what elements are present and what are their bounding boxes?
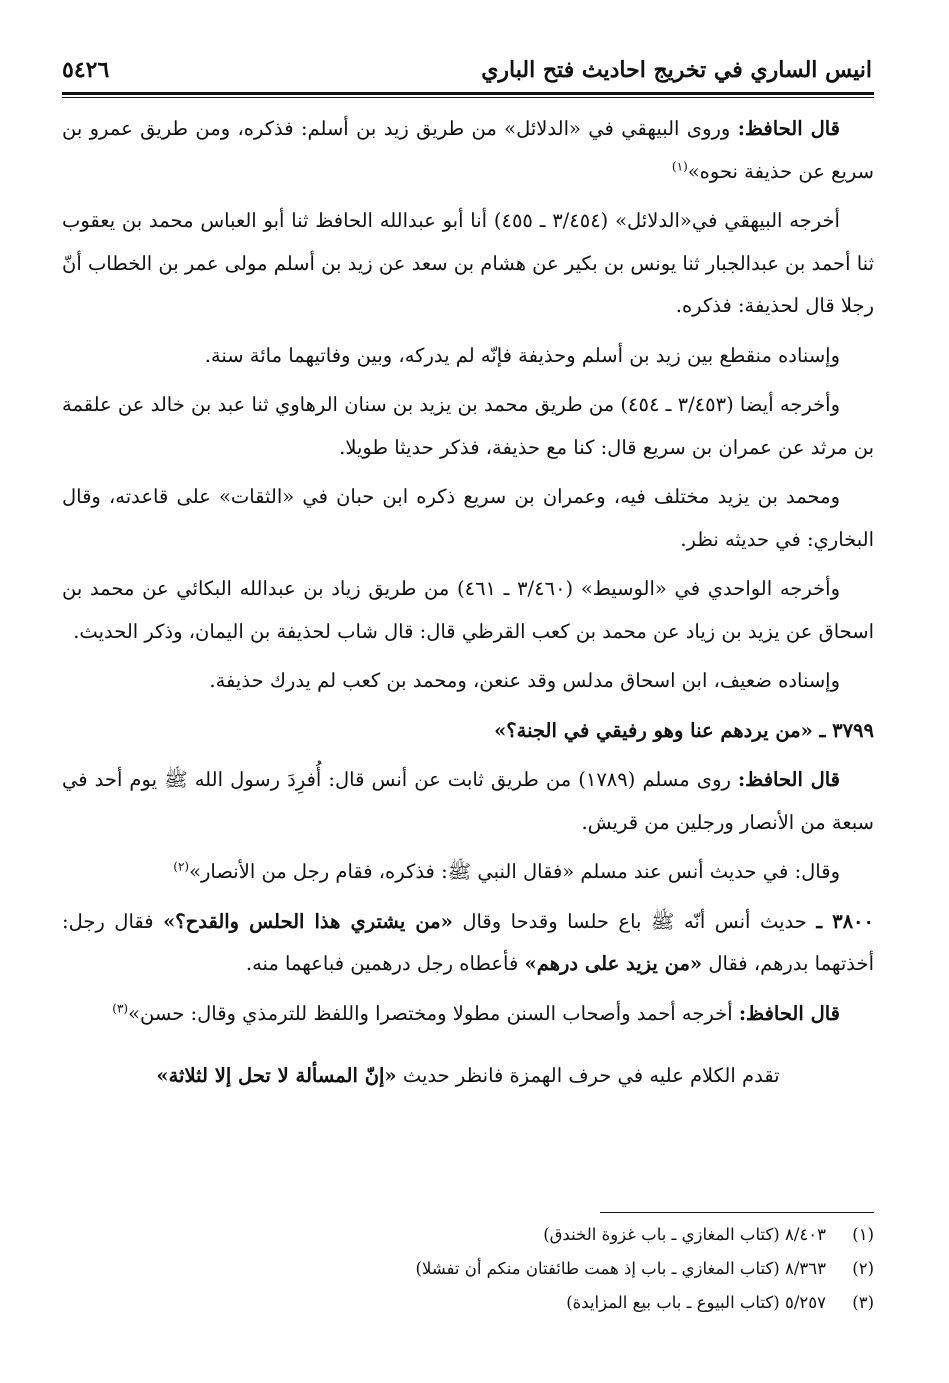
- running-header: [62, 52, 872, 88]
- speaker-label: قال الحافظ:: [737, 768, 840, 791]
- header-rule: [62, 92, 874, 95]
- hadith-3799-heading: ٣٧٩٩ ـ «من يردهم عنا وهو رفيقي في الجنة؟»: [494, 718, 874, 742]
- hadith-3800: [62, 901, 874, 986]
- hadith-quote: «من يزيد على درهم»: [524, 952, 703, 975]
- paragraph-5: ومحمد بن يزيد مختلف فيه، وعمران بن سريع ذكره ابن حبان في «الثقات» على قاعدته، وقال البخاري: في حديثه نظر.: [62, 485, 874, 551]
- paragraph-text: أخرجه أحمد وأصحاب السنن مطولا ومختصرا واللفظ للترمذي وقال: حسن»: [128, 1001, 733, 1025]
- closing-quote: «إنّ المسألة لا تحل إلا لثلاثة»: [156, 1064, 397, 1087]
- footnote-text: ٨/٤٠٣ (كتاب المغازي ـ باب غزوة الخندق): [543, 1225, 826, 1244]
- speaker-label: قال الحافظ:: [737, 117, 841, 140]
- page-body: [62, 108, 874, 1105]
- closing-text: تقدم الكلام عليه في حرف الهمزة فانظر حديث: [402, 1064, 780, 1087]
- paragraph-2: أخرجه البيهقي في«الدلائل» (٣/٤٥٤ ـ ٤٥٥) أنا أبو عبدالله الحافظ ثنا أبو العباس محمد بن يعقوب ثنا أحمد بن عبدالجبار ثنا يونس بن بكير عن هشام بن سعد عن زيد بن أسلم مولى عمر بن الخطاب أنّ رجلا قال لحذيفة: فذكره.: [62, 209, 874, 317]
- footnote-number: (٣): [852, 1293, 874, 1312]
- footnote-ref: (١): [671, 159, 688, 173]
- hadith-3799-paragraph-1: [62, 759, 874, 844]
- hadith-text: فأعطاه رجل درهمين فباعهما منه.: [245, 952, 519, 975]
- closing-line: [62, 1055, 874, 1098]
- hadith-quote: «من يشتري هذا الحلس والقدح؟»: [163, 909, 453, 933]
- hadith-3800-paragraph: [62, 993, 874, 1036]
- paragraph-7: وإسناده ضعيف، ابن اسحاق مدلس وقد عنعن، ومحمد بن كعب لم يدرك حذيفة.: [209, 669, 840, 692]
- footnote-2: [62, 1252, 874, 1286]
- footnote-ref: (٣): [112, 1001, 129, 1015]
- paragraph-3: وإسناده منقطع بين زيد بن أسلم وحذيفة فإنّه لم يدركه، وبين وفاتيهما مائة سنة.: [204, 343, 840, 367]
- hadith-text: حديث أنس أنّه ﷺ باع حلسا وقدحا وقال: [462, 909, 807, 933]
- footnote-number: (٢): [852, 1259, 874, 1278]
- paragraph-text: وقال: في حديث أنس عند مسلم «فقال النبي ﷺ: فذكره، فقام رجل من الأنصار»: [189, 860, 840, 883]
- book-title: انيس الساري في تخريج احاديث فتح الباري: [481, 57, 872, 83]
- speaker-label: قال الحافظ:: [738, 1001, 840, 1025]
- footnote-1: [62, 1218, 874, 1252]
- hadith-3799-paragraph-2: [62, 851, 874, 894]
- footnotes: [62, 1218, 874, 1320]
- paragraph-6: وأخرجه الواحدي في «الوسيط» (٣/٤٦٠ ـ ٤٦١) من طريق زياد بن عبدالله البكائي عن محمد بن اسحاق عن يزيد بن زياد عن محمد بن كعب القرظي قال: قال شاب لحذيفة بن اليمان، وذكر الحديث.: [62, 577, 874, 643]
- footnote-text: ٨/٣٦٣ (كتاب المغازي ـ باب إذ همت طائفتان منكم أن تفشلا): [415, 1259, 826, 1278]
- footnote-rule: [600, 1212, 874, 1213]
- paragraph-1: [62, 108, 874, 193]
- paragraph-text: وروى البيهقي في «الدلائل» من طريق زيد بن أسلم: فذكره، ومن طريق عمرو بن سريع عن حذيفة نحوه»: [62, 117, 874, 183]
- page-number: ٥٤٢٦: [62, 57, 110, 83]
- paragraph-4: وأخرجه أيضا (٣/٤٥٣ ـ ٤٥٤) من طريق محمد بن يزيد بن سنان الرهاوي ثنا عبد بن خالد عن علقمة بن مرثد عن عمران بن سريع قال: كنا مع حذيفة، فذكر حديثا طويلا.: [62, 393, 874, 459]
- hadith-number: ٣٨٠٠ ـ: [816, 909, 875, 933]
- paragraph-text: روى مسلم (١٧٨٩) من طريق ثابت عن أنس قال: أُفرِدَ رسول الله ﷺ يوم أحد في سبعة من الأنصار ورجلين من قريش.: [62, 768, 874, 834]
- hadith-text: فقال رجل: أخذتهما بدرهم، فقال: [62, 909, 874, 975]
- header-rule-thin: [62, 97, 874, 98]
- footnote-text: ٥/٢٥٧ (كتاب البيوع ـ باب بيع المزايدة): [566, 1293, 826, 1312]
- footnote-number: (١): [852, 1225, 874, 1244]
- footnote-3: [62, 1286, 874, 1320]
- footnote-ref: (٢): [173, 859, 190, 874]
